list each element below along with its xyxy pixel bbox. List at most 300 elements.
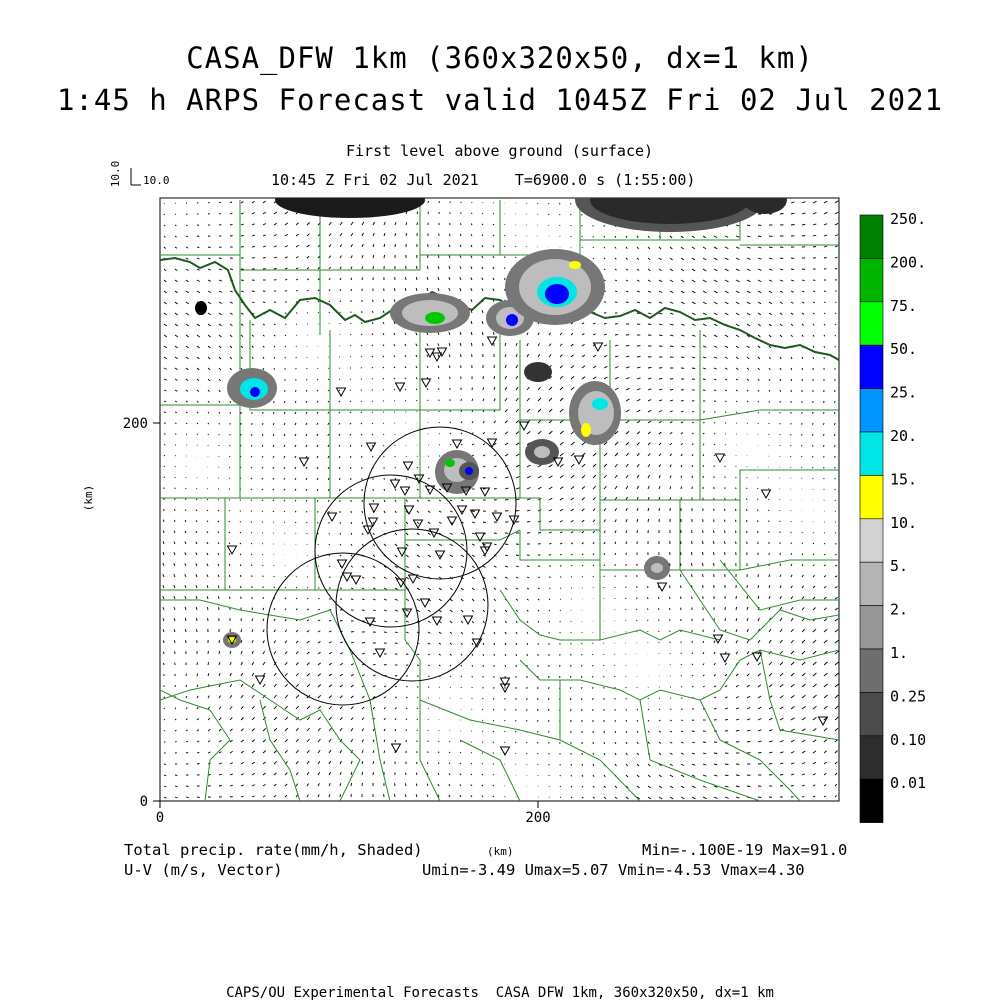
- wind-vector: [417, 698, 418, 699]
- wind-vector: [714, 630, 715, 633]
- wind-vector: [593, 258, 594, 259]
- wind-vector: [758, 797, 761, 798]
- wind-vector: [582, 576, 583, 577]
- wind-vector: [351, 522, 352, 524]
- wind-vector: [692, 411, 694, 412]
- wind-vector: [725, 618, 726, 621]
- wind-vector: [450, 234, 451, 236]
- wind-vector: [417, 266, 418, 269]
- wind-vector: [263, 257, 266, 258]
- wind-vector: [241, 280, 244, 281]
- wind-vector: [703, 465, 704, 467]
- wind-vector: [527, 566, 529, 567]
- wind-vector: [516, 742, 517, 743]
- wind-vector: [383, 423, 384, 424]
- wind-vector: [427, 389, 428, 391]
- wind-vector: [648, 324, 651, 325]
- wind-vector: [394, 389, 395, 390]
- colorbar-swatch: [860, 345, 883, 388]
- wind-vector: [681, 585, 682, 588]
- wind-vector: [791, 553, 792, 555]
- wind-vector: [659, 698, 660, 699]
- wind-vector: [813, 357, 814, 359]
- wind-vector: [747, 520, 748, 522]
- wind-vector: [505, 665, 506, 667]
- wind-vector: [417, 456, 418, 457]
- wind-vector: [659, 378, 662, 379]
- wind-vector: [395, 478, 396, 480]
- wind-vector: [758, 499, 759, 500]
- wind-vector: [230, 269, 233, 270]
- wind-vector: [769, 488, 770, 489]
- wind-vector: [593, 247, 594, 248]
- wind-vector: [549, 588, 550, 589]
- wind-vector: [835, 434, 836, 436]
- wind-vector: [471, 753, 472, 754]
- wind-vector: [747, 499, 748, 501]
- wind-vector: [482, 332, 483, 335]
- wind-vector: [493, 698, 494, 699]
- wind-vector: [285, 357, 286, 358]
- wind-vector: [483, 522, 486, 523]
- colorbar-label: 0.10: [890, 731, 926, 749]
- wind-vector: [395, 740, 396, 742]
- wind-vector: [493, 213, 494, 214]
- wind-vector: [240, 522, 241, 523]
- wind-vector: [714, 552, 715, 555]
- wind-vector: [703, 742, 706, 743]
- wind-vector: [307, 588, 308, 589]
- wind-vector: [185, 629, 186, 632]
- wind-vector: [527, 521, 530, 522]
- wind-vector: [747, 423, 748, 424]
- wind-vector: [340, 533, 341, 535]
- wind-vector: [450, 444, 451, 445]
- wind-vector: [164, 708, 165, 709]
- wind-vector: [372, 445, 373, 446]
- wind-vector: [219, 258, 222, 259]
- wind-vector: [284, 522, 285, 523]
- wind-vector: [164, 477, 165, 478]
- wind-vector: [593, 676, 594, 678]
- colorbar-label: 5.: [890, 557, 908, 575]
- wind-vector: [428, 255, 429, 258]
- wind-vector: [251, 489, 252, 490]
- wind-vector: [758, 488, 759, 489]
- wind-vector: [372, 423, 373, 424]
- wind-vector: [593, 753, 594, 755]
- wind-vector: [361, 356, 362, 357]
- wind-vector: [769, 763, 772, 764]
- wind-vector: [405, 400, 406, 401]
- wind-vector: [351, 289, 352, 291]
- wind-vector: [725, 764, 728, 765]
- wind-vector: [692, 476, 693, 478]
- wind-vector: [252, 619, 253, 622]
- wind-vector: [692, 653, 693, 655]
- wind-vector: [560, 599, 561, 600]
- wind-vector: [813, 247, 816, 248]
- wind-vector: [416, 400, 417, 401]
- wind-vector: [483, 202, 484, 203]
- wind-vector: [438, 752, 439, 753]
- wind-vector: [296, 335, 297, 336]
- wind-vector: [262, 544, 263, 545]
- wind-vector: [406, 729, 407, 731]
- wind-vector: [208, 423, 209, 424]
- wind-vector: [758, 412, 759, 413]
- wind-vector: [164, 466, 165, 467]
- wind-vector: [681, 400, 684, 401]
- wind-vector: [164, 731, 165, 732]
- colorbar-swatch: [860, 779, 883, 822]
- wind-vector: [648, 519, 649, 522]
- wind-vector: [681, 574, 682, 577]
- wind-vector: [527, 742, 528, 743]
- wind-vector: [251, 445, 252, 447]
- wind-vector: [549, 720, 550, 722]
- wind-vector: [714, 444, 715, 445]
- wind-vector: [692, 368, 695, 369]
- wind-vector: [251, 533, 252, 534]
- wind-vector: [351, 334, 352, 335]
- wind-vector: [615, 291, 617, 292]
- wind-vector: [648, 609, 649, 611]
- wind-vector: [714, 455, 715, 456]
- wind-vector: [395, 676, 397, 677]
- wind-vector: [648, 597, 649, 599]
- wind-vector: [296, 390, 297, 392]
- y-axis-unit: (km): [82, 485, 95, 512]
- wind-vector: [835, 423, 836, 425]
- wind-vector: [317, 500, 318, 502]
- wind-vector: [186, 423, 187, 424]
- wind-vector: [604, 643, 605, 644]
- wind-vector: [329, 301, 330, 302]
- wind-vector: [626, 302, 629, 303]
- wind-vector: [703, 541, 704, 544]
- wind-vector: [736, 412, 737, 413]
- wind-vector: [197, 236, 199, 237]
- wind-vector: [681, 675, 682, 676]
- wind-vector: [835, 335, 836, 336]
- wind-vector: [197, 764, 200, 765]
- colorbar-label: 1.: [890, 644, 908, 662]
- wind-vector: [604, 654, 605, 655]
- wind-vector: [350, 390, 351, 391]
- wind-vector: [538, 731, 539, 733]
- wind-vector: [736, 775, 740, 776]
- credit-line: CAPS/OU Experimental Forecasts CASA DFW 1km, 360x320x50, dx=1 km: [0, 986, 1000, 1000]
- wind-vector: [538, 577, 540, 578]
- wind-vector: [835, 511, 836, 512]
- colorbar-swatch: [860, 302, 883, 345]
- colorbar-swatch: [860, 432, 883, 475]
- wind-vector: [538, 532, 541, 533]
- wind-vector: [637, 530, 638, 533]
- wind-vector: [263, 302, 265, 303]
- wind-vector: [383, 378, 384, 379]
- wind-vector: [813, 445, 814, 447]
- wind-vector: [835, 313, 836, 314]
- wind-vector: [274, 412, 275, 414]
- wind-vector: [164, 719, 165, 720]
- x-tick-0: 0: [156, 810, 164, 826]
- wind-vector: [218, 500, 219, 501]
- colorbar-swatch: [860, 649, 883, 692]
- wind-vector: [230, 797, 233, 798]
- wind-vector: [615, 654, 616, 655]
- wind-vector: [637, 356, 641, 357]
- wind-vector: [450, 422, 451, 423]
- wind-vector: [769, 574, 770, 577]
- wind-vector: [637, 709, 638, 710]
- wind-vector: [208, 434, 209, 435]
- wind-vector: [417, 222, 418, 225]
- wind-vector: [516, 235, 517, 236]
- wind-vector: [340, 621, 343, 622]
- wind-vector: [483, 387, 484, 390]
- wind-vector: [373, 761, 374, 764]
- wind-vector: [824, 258, 827, 259]
- wind-vector: [427, 762, 428, 764]
- wind-vector: [493, 775, 494, 776]
- wind-vector: [263, 423, 264, 425]
- wind-vector: [296, 587, 297, 588]
- wind-vector: [681, 563, 682, 566]
- wind-vector: [703, 552, 704, 555]
- wind-vector: [262, 500, 263, 501]
- wind-vector: [229, 467, 230, 468]
- wind-vector: [207, 499, 208, 500]
- wind-vector: [516, 510, 519, 511]
- wind-vector: [329, 566, 330, 567]
- wind-vector: [219, 786, 222, 787]
- wind-vector: [494, 533, 497, 534]
- wind-vector: [692, 731, 695, 732]
- wind-vector: [197, 674, 198, 677]
- wind-vector: [604, 565, 605, 567]
- wind-vector: [339, 478, 340, 480]
- wind-vector: [318, 368, 319, 369]
- wind-vector: [505, 499, 509, 500]
- wind-vector: [604, 665, 605, 666]
- wind-vector: [725, 530, 726, 533]
- wind-vector: [505, 246, 506, 247]
- wind-vector: [835, 554, 837, 555]
- wind-vector: [802, 456, 803, 457]
- wind-vector: [306, 511, 307, 512]
- wind-vector: [373, 654, 376, 655]
- colorbar-label: 50.: [890, 340, 917, 358]
- wind-vector: [659, 335, 663, 336]
- wind-vector: [329, 544, 330, 545]
- wind-vector: [681, 486, 682, 489]
- colorbar: [860, 210, 926, 823]
- wind-vector: [174, 640, 175, 643]
- wind-vector: [714, 530, 715, 533]
- wind-vector: [571, 775, 572, 776]
- wind-vector: [384, 751, 385, 754]
- wind-vector: [296, 290, 298, 291]
- wind-vector: [769, 401, 770, 403]
- wind-vector: [416, 773, 417, 775]
- wind-vector: [571, 676, 572, 678]
- vector-key: [109, 161, 170, 188]
- wind-vector: [725, 444, 726, 445]
- level-label: First level above ground (surface): [346, 144, 653, 159]
- wind-vector: [791, 379, 792, 381]
- wind-vector: [438, 377, 439, 379]
- wind-vector: [824, 423, 825, 425]
- wind-vector: [692, 552, 693, 555]
- wind-vector: [813, 434, 814, 436]
- wind-vector: [725, 520, 726, 522]
- wind-vector: [350, 467, 351, 469]
- wind-vector: [538, 214, 539, 215]
- wind-vector: [560, 797, 561, 798]
- uv-min-max-label: Umin=-3.49 Umax=5.07 Vmin=-4.53 Vmax=4.30: [422, 863, 805, 879]
- wind-vector: [681, 357, 684, 358]
- colorbar-swatch: [860, 519, 883, 562]
- wind-vector: [527, 720, 528, 722]
- vector-label: U-V (m/s, Vector): [124, 863, 283, 879]
- wind-vector: [714, 753, 717, 754]
- wind-vector: [538, 709, 539, 711]
- wind-vector: [460, 742, 461, 743]
- wind-vector: [802, 796, 804, 797]
- wind-vector: [549, 214, 550, 215]
- wind-vector: [659, 597, 660, 599]
- wind-vector: [659, 508, 660, 511]
- wind-vector: [780, 564, 781, 566]
- wind-vector: [461, 676, 462, 677]
- wind-vector: [439, 201, 440, 203]
- wind-vector: [406, 277, 407, 280]
- wind-vector: [824, 434, 825, 436]
- wind-vector: [251, 565, 252, 566]
- wind-vector: [439, 244, 440, 247]
- wind-vector: [208, 662, 209, 665]
- wind-vector: [549, 709, 550, 711]
- wind-vector: [593, 576, 594, 577]
- wind-vector: [482, 213, 483, 214]
- wind-vector: [494, 488, 497, 489]
- wind-vector: [449, 366, 450, 369]
- wind-vector: [571, 565, 572, 566]
- wind-vector: [659, 608, 660, 610]
- wind-vector: [351, 783, 352, 786]
- wind-vector: [538, 203, 539, 204]
- wind-vector: [615, 731, 616, 733]
- colorbar-swatch: [860, 736, 883, 779]
- wind-vector: [175, 509, 176, 511]
- colorbar-label: 10.: [890, 514, 917, 532]
- x-axis-unit: (km): [487, 846, 514, 857]
- wind-vector: [460, 354, 461, 357]
- wind-vector: [483, 654, 484, 656]
- wind-vector: [758, 510, 759, 512]
- wind-vector: [560, 554, 562, 555]
- wind-vector: [494, 643, 495, 645]
- wind-vector: [471, 224, 472, 226]
- wind-vector: [736, 520, 737, 522]
- wind-vector: [493, 731, 494, 732]
- wind-vector: [802, 368, 803, 370]
- wind-vector: [582, 676, 583, 678]
- wind-vector: [163, 652, 164, 654]
- wind-vector: [703, 422, 705, 423]
- wind-vector: [186, 753, 188, 754]
- wind-vector: [802, 543, 803, 544]
- wind-vector: [241, 629, 242, 632]
- wind-vector: [384, 300, 385, 303]
- wind-vector: [780, 774, 783, 775]
- wind-vector: [175, 456, 176, 457]
- wind-vector: [285, 324, 286, 325]
- colorbar-swatch: [860, 389, 883, 432]
- colorbar-swatch: [860, 606, 883, 649]
- wind-vector: [637, 620, 638, 621]
- wind-vector: [802, 445, 803, 446]
- wind-vector: [406, 233, 407, 236]
- wind-vector: [703, 563, 704, 566]
- wind-vector: [472, 665, 473, 667]
- wind-vector: [274, 268, 277, 269]
- wind-vector: [472, 511, 475, 512]
- wind-vector: [361, 334, 362, 335]
- wind-vector: [229, 586, 230, 588]
- wind-vector: [175, 214, 176, 215]
- wind-vector: [240, 575, 241, 577]
- wind-vector: [361, 345, 362, 346]
- wind-vector: [207, 607, 208, 610]
- wind-vector: [395, 288, 396, 291]
- min-max-label: Min=-.100E-19 Max=91.0: [642, 843, 847, 859]
- wind-vector: [571, 698, 572, 700]
- wind-vector: [340, 301, 341, 303]
- wind-vector: [714, 541, 715, 544]
- colorbar-label: 0.01: [890, 774, 926, 792]
- wind-vector: [758, 585, 759, 588]
- wind-vector: [450, 687, 451, 688]
- wind-vector: [362, 278, 363, 281]
- wind-vector: [207, 489, 208, 490]
- wind-vector: [516, 654, 517, 656]
- wind-vector: [505, 235, 506, 236]
- wind-vector: [791, 225, 795, 226]
- wind-vector: [164, 520, 165, 522]
- wind-vector: [505, 257, 506, 259]
- wind-vector: [361, 456, 362, 458]
- wind-vector: [318, 312, 319, 313]
- wind-vector: [285, 279, 287, 280]
- wind-vector: [241, 445, 242, 446]
- wind-vector: [549, 698, 550, 700]
- wind-vector: [175, 466, 176, 467]
- wind-vector: [175, 742, 177, 743]
- wind-vector: [549, 203, 550, 204]
- wind-vector: [802, 236, 805, 237]
- wind-vector: [449, 741, 450, 742]
- wind-vector: [394, 794, 395, 797]
- wind-vector: [197, 488, 198, 489]
- wind-vector: [813, 532, 814, 533]
- wind-vector: [681, 664, 682, 665]
- wind-vector: [813, 543, 814, 544]
- wind-vector: [417, 708, 418, 709]
- y-tick-200: 200: [123, 416, 148, 432]
